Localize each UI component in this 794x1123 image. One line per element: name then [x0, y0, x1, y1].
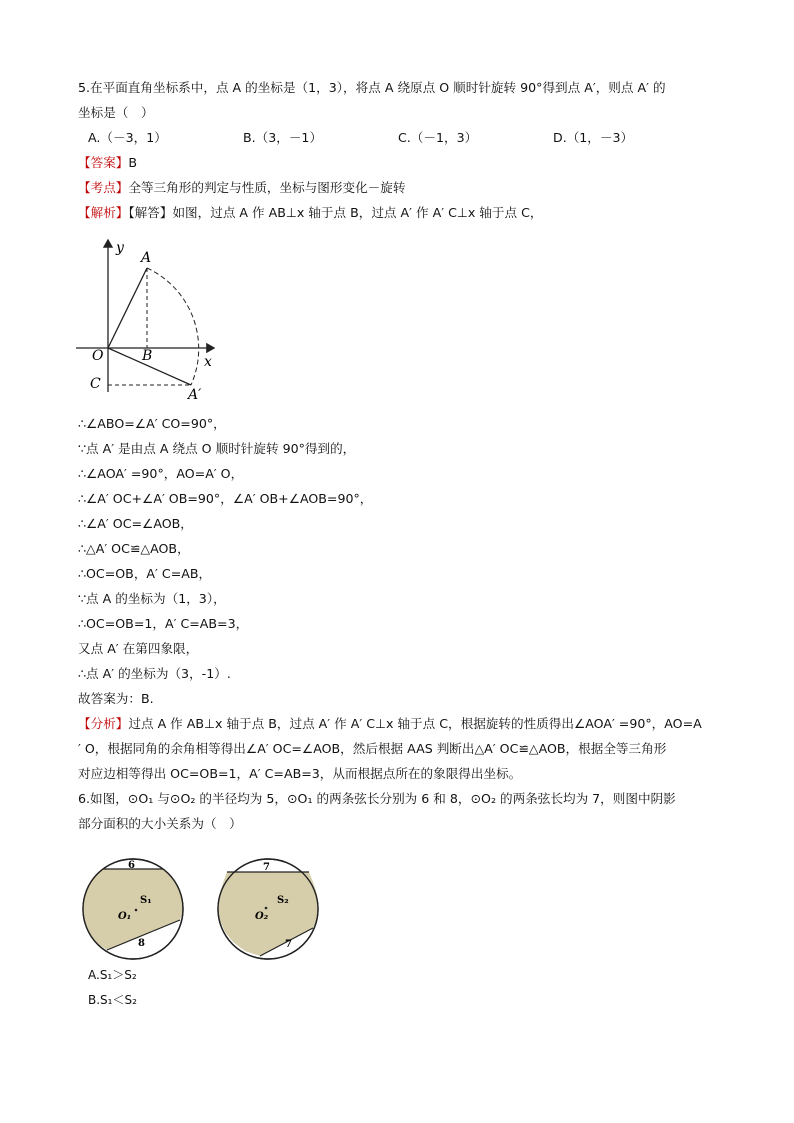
q5-fenxi-line1	[78, 715, 702, 733]
fenxi-text-1: 过点 A 作 AB⊥x 轴于点 B，过点 A′ 作 A′ C⊥x 轴于点 C，根据旋转的性质得出∠AOA′ =90°，AO=A	[128, 716, 702, 731]
label-o: O	[92, 348, 104, 364]
topic-tag: 【考点】	[78, 180, 129, 195]
q5-fenxi-line3: 对应边相等得出 OC=OB=1，A′ C=AB=3，从而根据点所在的象限得出坐标。	[78, 766, 522, 781]
q5-topic-line	[78, 179, 405, 197]
topic-text: 全等三角形的判定与性质，坐标与图形变化－旋转	[128, 180, 406, 195]
label-y: y	[116, 240, 124, 256]
q5-answer-line	[78, 154, 137, 172]
solve-tag: 【解答】	[128, 205, 173, 220]
q6-stem-line2: 部分面积的大小关系为（ ）	[78, 816, 242, 831]
answer-tag: 【答案】	[78, 155, 129, 170]
chord-label-7-side: 7	[285, 939, 292, 950]
label-b: B	[142, 348, 153, 364]
rotation-arc	[147, 268, 199, 385]
step-2: ∵点 A′ 是由点 A 绕点 O 顺时针旋转 90°得到的，	[78, 441, 356, 456]
q5-fenxi-line2: ′ O，根据同角的余角相等得出∠A′ OC=∠AOB，然后根据 AAS 判断出△A′ OC≌△AOB，根据全等三角形	[78, 741, 667, 756]
q5-stem-line1: 5.在平面直角坐标系中，点 A 的坐标是（1，3），将点 A 绕原点 O 顺时针旋转 90°得到点 A′，则点 A′ 的	[78, 80, 666, 95]
step-11: ∴点 A′ 的坐标为（3，-1）.	[78, 666, 231, 681]
solve-intro: 如图，过点 A 作 AB⊥x 轴于点 B，过点 A′ 作 A′ C⊥x 轴于点 C，	[172, 205, 543, 220]
label-a-prime: A′	[188, 387, 202, 402]
circle-figure-1	[80, 856, 186, 962]
label-o1: O₁	[118, 911, 132, 922]
step-9: ∴OC=OB=1，A′ C=AB=3，	[78, 616, 249, 631]
segment-oa	[108, 268, 147, 348]
step-4: ∴∠A′ OC+∠A′ OB=90°，∠A′ OB+∠AOB=90°，	[78, 491, 373, 506]
label-c: C	[90, 376, 101, 392]
chord-label-6: 6	[128, 860, 135, 871]
circle-figure-2	[215, 856, 321, 962]
step-8: ∵点 A 的坐标为（1，3），	[78, 591, 226, 606]
label-x: x	[204, 354, 212, 370]
q6-option-a: A.S₁＞S₂	[88, 968, 137, 982]
step-7: ∴OC=OB，A′ C=AB，	[78, 566, 212, 581]
label-s1: S₁	[140, 895, 152, 906]
q5-option-a: A.（－3，1）	[88, 130, 167, 145]
answer-value: B	[128, 155, 138, 170]
label-s2: S₂	[277, 895, 289, 906]
q5-stem-line2: 坐标是（ ）	[78, 105, 154, 120]
q5-option-c: C.（－1，3）	[398, 130, 478, 145]
step-1: ∴∠ABO=∠A′ CO=90°，	[78, 416, 226, 431]
q5-option-d: D.（1，－3）	[553, 130, 634, 145]
chord-label-7-top: 7	[263, 862, 270, 873]
fenxi-tag: 【分析】	[78, 716, 129, 731]
q5-option-b: B.（3，－1）	[243, 130, 323, 145]
step-6: ∴△A′ OC≌△AOB，	[78, 541, 190, 556]
q6-option-b: B.S₁＜S₂	[88, 993, 137, 1007]
label-a: A	[141, 250, 152, 266]
step-10: 又点 A′ 在第四象限，	[78, 641, 199, 656]
rotation-figure	[74, 232, 224, 402]
q6-stem-line1: 6.如图，⊙O₁ 与⊙O₂ 的半径均为 5，⊙O₁ 的两条弦长分别为 6 和 8，⊙O₂ 的两条弦长均为 7，则图中阴影	[78, 791, 676, 806]
step-3: ∴∠AOA′ =90°，AO=A′ O，	[78, 466, 244, 481]
chord-label-8: 8	[138, 938, 145, 949]
analysis-tag: 【解析】	[78, 205, 129, 220]
q5-analysis-line	[78, 204, 542, 222]
step-12: 故答案为：B.	[78, 691, 154, 706]
step-5: ∴∠A′ OC=∠AOB，	[78, 516, 193, 531]
label-o2: O₂	[255, 911, 269, 922]
